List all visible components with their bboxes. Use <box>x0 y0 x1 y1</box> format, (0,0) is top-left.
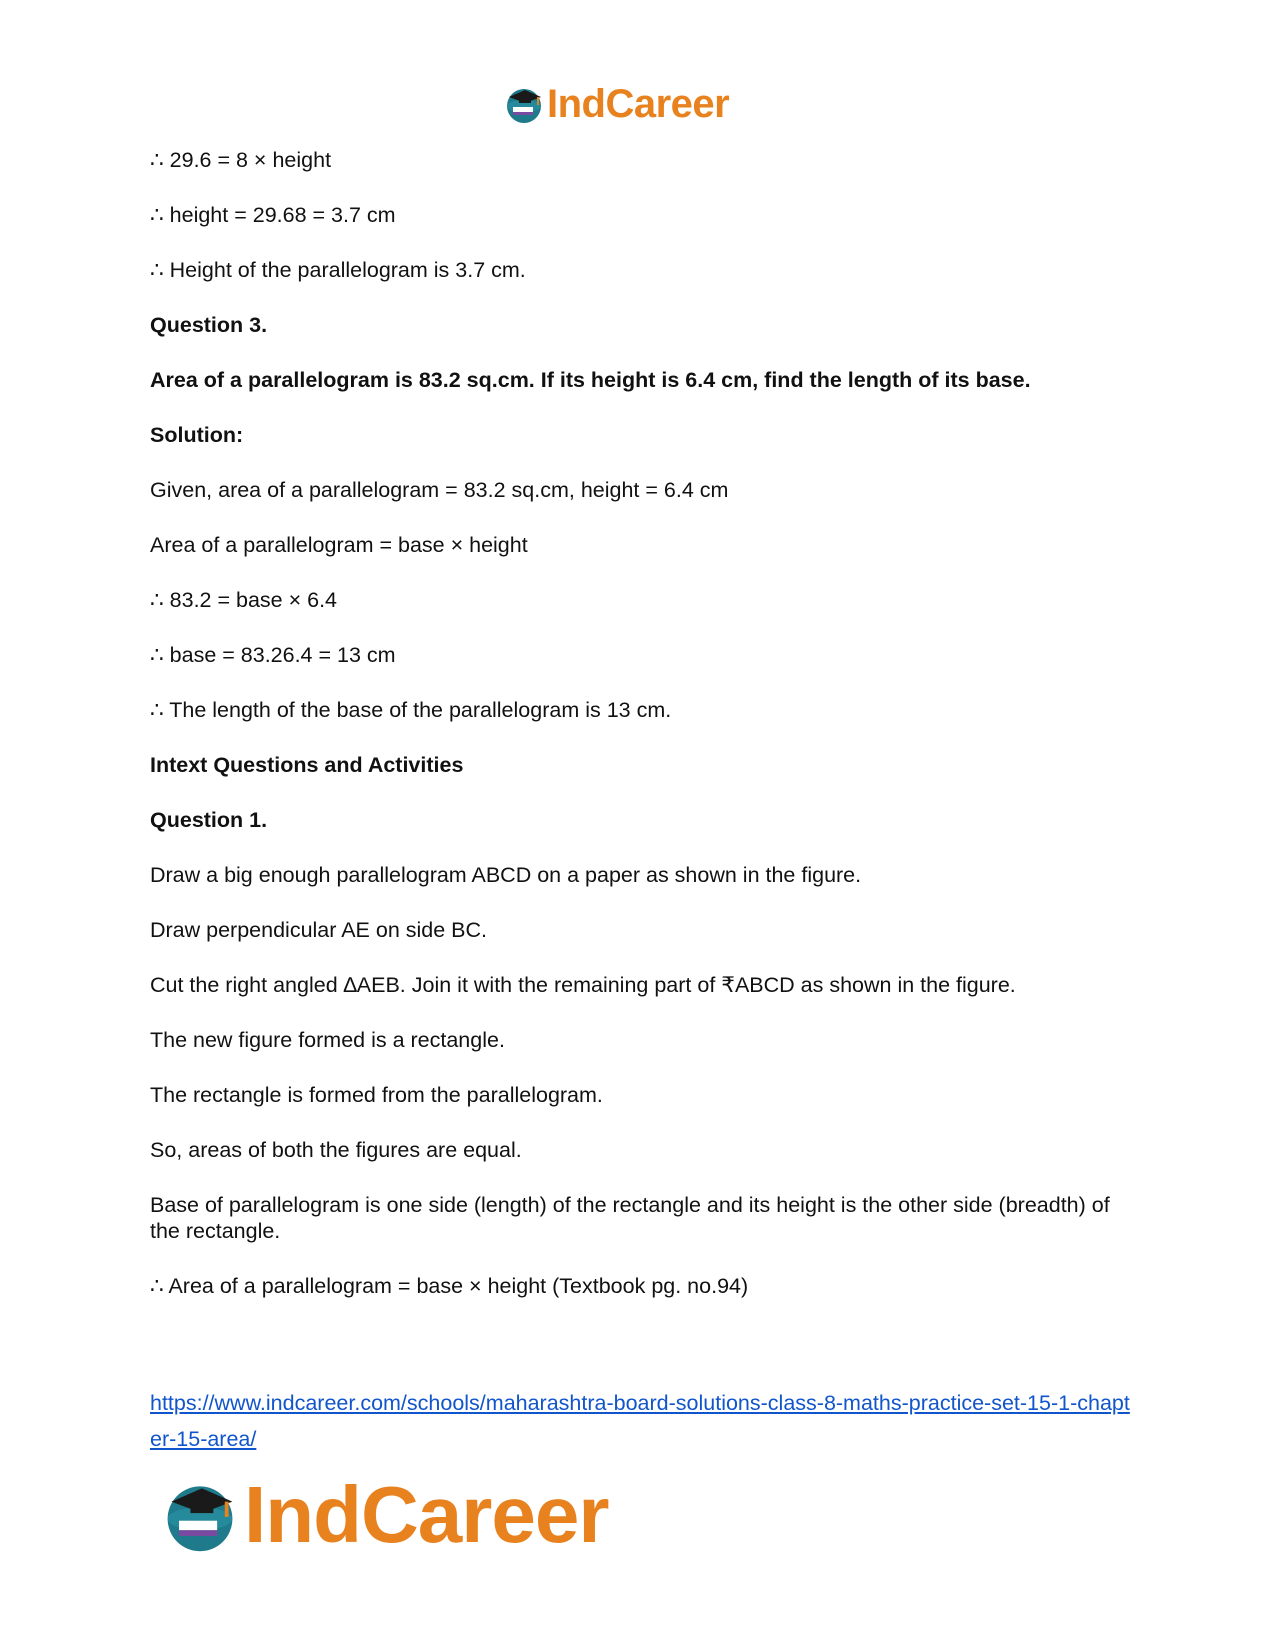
text-line: ∴ Height of the parallelogram is 3.7 cm. <box>150 258 526 282</box>
text-line: ∴ Area of a parallelogram = base × height (Textbook pg. no.94) <box>150 1274 749 1298</box>
graduation-globe-icon <box>160 1475 240 1555</box>
text-line: ∴ 83.2 = base × 6.4 <box>150 588 338 612</box>
heading-line: Area of a parallelogram is 83.2 sq.cm. If its height is 6.4 cm, find the length of its base. <box>150 368 1031 392</box>
brand-wordmark: IndCareer <box>547 82 730 126</box>
graduation-globe-icon <box>503 83 545 125</box>
text-line: The new figure formed is a rectangle. <box>150 1028 505 1052</box>
footer-logo <box>160 1470 608 1560</box>
brand-wordmark: IndCareer <box>244 1470 609 1559</box>
text-line: The rectangle is formed from the parallelogram. <box>150 1083 603 1107</box>
source-link[interactable]: https://www.indcareer.com/schools/maharashtra-board-solutions-class-8-maths-practice-set-15-1-chapter-15-area/ <box>150 1391 1130 1451</box>
heading-line: Solution: <box>150 423 244 447</box>
text-line: ∴ 29.6 = 8 × height <box>150 148 332 172</box>
heading-line: Question 3. <box>150 313 268 337</box>
header-logo <box>503 80 729 128</box>
heading-line: Intext Questions and Activities <box>150 753 464 777</box>
text-line: Given, area of a parallelogram = 83.2 sq.cm, height = 6.4 cm <box>150 478 729 502</box>
text-line: Area of a parallelogram = base × height <box>150 533 528 557</box>
heading-line: Question 1. <box>150 808 268 832</box>
text-line: ∴ height = 29.68 = 3.7 cm <box>150 203 396 227</box>
text-line: Draw a big enough parallelogram ABCD on a paper as shown in the figure. <box>150 863 862 887</box>
text-line: ∴ base = 83.26.4 = 13 cm <box>150 643 396 667</box>
text-line: Draw perpendicular AE on side BC. <box>150 918 488 942</box>
text-line: Base of parallelogram is one side (length) of the rectangle and its height is the other side (breadth) of the rectangle. <box>150 1193 1110 1243</box>
document-body <box>150 147 1130 1328</box>
text-line: So, areas of both the figures are equal. <box>150 1138 522 1162</box>
text-line: Cut the right angled ∆AEB. Join it with the remaining part of ₹ABCD as shown in the figure. <box>150 973 1016 997</box>
text-line: ∴ The length of the base of the parallelogram is 13 cm. <box>150 698 672 722</box>
